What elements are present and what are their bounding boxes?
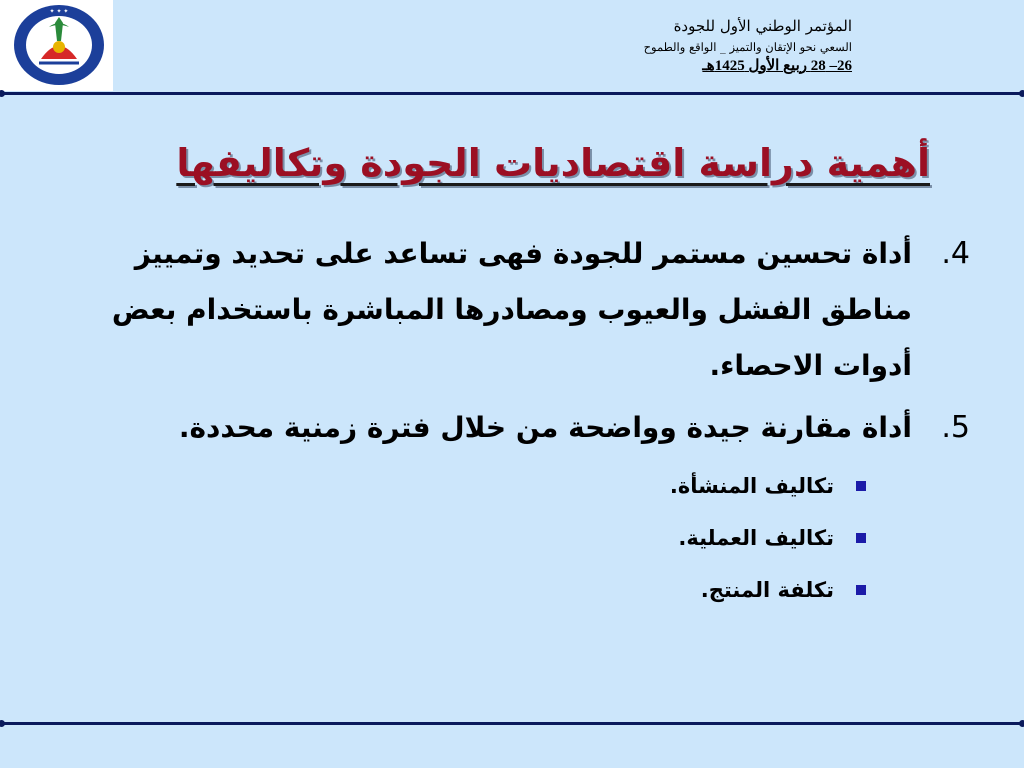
bullet-item [90, 564, 870, 616]
divider-dot [0, 720, 5, 727]
item-text: أداة تحسين مستمر للجودة فهى تساعد على تحديد وتمييز مناطق الفشل والعيوب ومصادرها المباشرة باستخدام بعض أدوات الاحصاء. [111, 237, 912, 382]
square-bullet-icon [856, 533, 866, 543]
slide-content [90, 226, 970, 616]
conference-title: المؤتمر الوطني الأول للجودة [673, 17, 852, 35]
item-number: 5. [941, 410, 970, 445]
bullet-item [90, 460, 870, 512]
bullet-item [90, 512, 870, 564]
divider-dot [0, 90, 5, 97]
slide-title: أهمية دراسة اقتصاديات الجودة وتكاليفها [176, 141, 930, 185]
square-bullet-icon [856, 585, 866, 595]
conference-logo [0, 0, 113, 91]
bullet-text: تكلفة المنتج. [700, 578, 834, 602]
bullet-text: تكاليف العملية. [678, 526, 834, 550]
logo-emblem-icon [11, 3, 107, 87]
conference-date: 26– 28 ربيع الأول 1425هـ [702, 58, 852, 74]
bullet-list [90, 460, 870, 616]
top-divider [0, 92, 1024, 95]
square-bullet-icon [856, 481, 866, 491]
item-number: 4. [941, 236, 970, 271]
svg-text:✦ ✦ ✦: ✦ ✦ ✦ [49, 8, 69, 15]
item-text: أداة مقارنة جيدة وواضحة من خلال فترة زمنية محددة. [178, 411, 912, 444]
divider-dot [1019, 720, 1024, 727]
conference-subtitle: السعي نحو الإتقان والتميز _ الواقع والطموح [643, 40, 852, 54]
numbered-item [90, 400, 970, 456]
conference-header [352, 16, 852, 75]
bottom-divider [0, 722, 1024, 725]
bullet-text: تكاليف المنشأة. [669, 474, 834, 498]
divider-dot [1019, 90, 1024, 97]
numbered-item [90, 226, 970, 394]
